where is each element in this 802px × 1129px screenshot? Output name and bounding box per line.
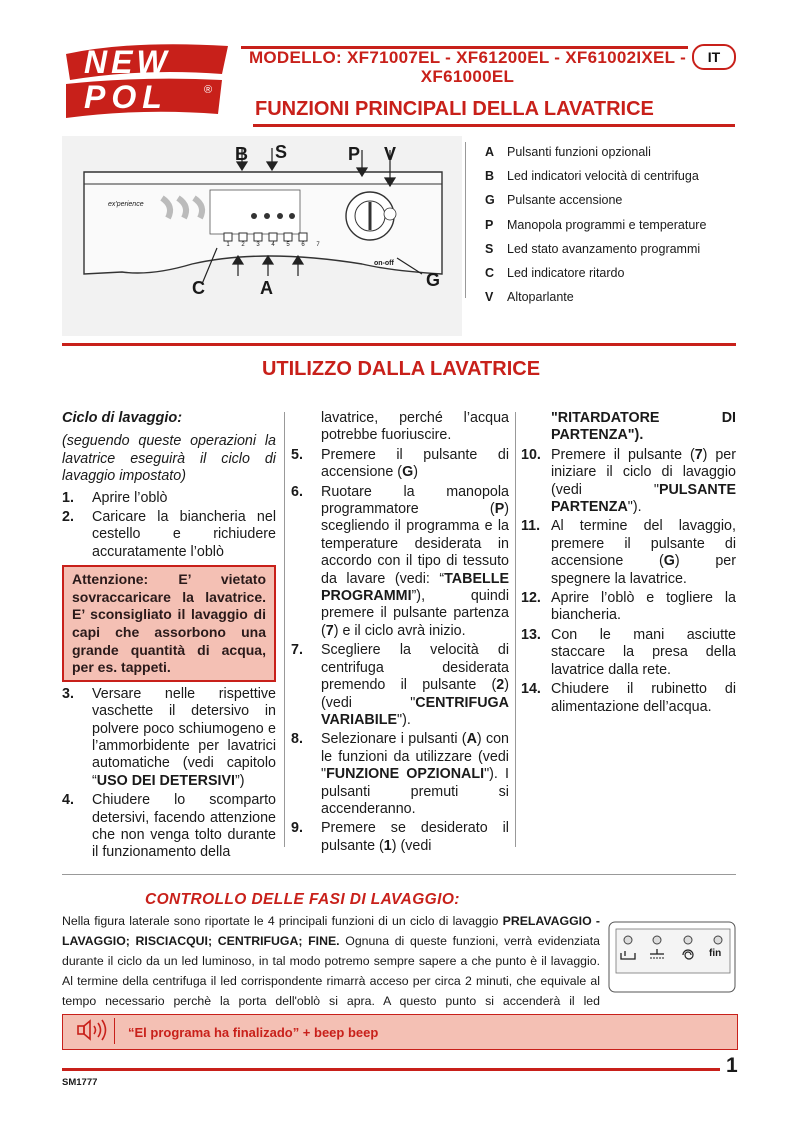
step — [62, 509, 276, 561]
step-ref: 2 — [496, 677, 505, 694]
phase-led-panel — [608, 921, 736, 993]
step — [62, 792, 276, 862]
cycle-intro: (seguendo queste operazioni la lavatrice eseguirà il ciclo di lavaggio impostato) — [62, 433, 276, 485]
step-ref: G — [402, 464, 414, 481]
step-text: Al termine del lavaggio, premere il pulsante di accensione ( — [551, 518, 736, 570]
step-number: 6. — [291, 483, 303, 500]
btn-7: 7 — [316, 242, 320, 248]
step-text: "). I pulsanti premuti si accenderanno. — [321, 766, 509, 817]
legend-text: Pulsanti funzioni opzionali — [507, 145, 651, 159]
step-number: 2. — [62, 509, 74, 526]
step-text: Premere il pulsante di accensione ( — [321, 446, 509, 481]
step-text: Versare nelle rispettive vaschette il detersivo in polvere poco schiumogeno e l’ammorbidente per lavatrici automatiche (vedi capitolo “ — [92, 685, 276, 789]
control-panel-diagram — [62, 136, 462, 336]
button-numbers — [224, 242, 322, 248]
legend-text: Led indicatori velocità di centrifuga — [507, 169, 699, 184]
step-text: ”) — [235, 772, 245, 789]
legend-text: Pulsante accensione — [507, 193, 623, 208]
step-number: 4. — [62, 792, 74, 809]
legend-row — [485, 213, 706, 237]
language-badge: IT — [692, 44, 736, 70]
legend-key: P — [485, 217, 494, 232]
note-text: “El programa ha finalizado” + beep beep — [128, 1025, 379, 1040]
legend-row — [485, 237, 706, 261]
step-number: 10. — [521, 446, 541, 463]
step-ref: 1 — [383, 837, 392, 854]
step-number: 14. — [521, 681, 541, 698]
column-divider — [284, 412, 285, 847]
btn-1: 1 — [226, 242, 230, 248]
step-text: ) scegliendo il programma e la temperature desiderata in accordo con il tipo di tessuto da lavare (vedi: “ — [321, 501, 509, 587]
step-text: ) (vedi — [391, 837, 432, 854]
legend-row — [485, 188, 706, 212]
step-number: 9. — [291, 820, 303, 837]
legend-key: G — [485, 193, 495, 208]
step — [62, 490, 276, 507]
btn-4: 4 — [271, 242, 275, 248]
step-number: 7. — [291, 642, 303, 659]
brand-line2: POL — [84, 79, 168, 115]
legend — [485, 140, 706, 309]
step-number: 3. — [62, 685, 74, 702]
step-number: 8. — [291, 731, 303, 748]
legend-key: V — [485, 290, 494, 305]
legend-key: B — [485, 169, 495, 184]
step — [291, 447, 509, 482]
step-ref: USO DEI DETERSIVI — [96, 772, 235, 789]
legend-row — [485, 140, 706, 164]
control-rule — [62, 874, 736, 875]
step-text: "RITARDATORE DI PARTENZA"). — [551, 410, 736, 444]
step-text: "). — [397, 711, 411, 728]
btn-6: 6 — [301, 242, 305, 248]
step — [62, 686, 276, 790]
label-G: G — [426, 270, 441, 290]
label-V: V — [384, 144, 397, 164]
step-ref: G — [663, 553, 675, 570]
label-B: B — [235, 144, 248, 164]
step-ref: 7 — [325, 622, 334, 639]
page-number: 1 — [726, 1054, 738, 1077]
control-text-part: Nella figura laterale sono riportate le 4 principali funzioni di un ciclo di lavaggio — [62, 914, 503, 928]
label-P: P — [348, 144, 361, 164]
step-number: 11. — [521, 518, 541, 535]
legend-row — [485, 164, 706, 188]
step-ref: P — [494, 501, 505, 518]
btn-5: 5 — [286, 242, 290, 248]
step-continuation — [291, 410, 509, 445]
step — [521, 627, 736, 679]
step-ref: A — [466, 731, 477, 748]
step-text: Ruotare la manopola programmatore ( — [321, 483, 509, 518]
step-text: Premere se desiderato il pulsante ( — [321, 820, 509, 854]
column-divider — [515, 412, 516, 847]
column-1 — [62, 410, 276, 864]
step-text: Aprire l’oblò e togliere la biancheria. — [551, 590, 736, 624]
step — [291, 731, 509, 818]
step — [521, 681, 736, 716]
control-title: CONTROLLO DELLE FASI DI LAVAGGIO: — [145, 891, 460, 908]
step-text: Chiudere lo scomparto detersivi, facendo attenzione che non venga tolto durante il funzionamento della — [92, 792, 276, 861]
step-text: Premere il pulsante ( — [551, 446, 695, 463]
label-C: C — [192, 278, 205, 298]
legend-key: A — [485, 145, 495, 159]
main-title: FUNZIONI PRINCIPALI DELLA LAVATRICE — [255, 98, 654, 120]
step — [521, 518, 736, 588]
legend-row — [485, 261, 706, 285]
step-text: ) e il ciclo avrà inizio. — [333, 622, 466, 639]
step-ref: PULSANTE PARTENZA — [551, 481, 736, 516]
legend-text: Led indicatore ritardo — [507, 266, 625, 281]
step-text: ) per iniziare il ciclo di lavaggio (vedi " — [551, 446, 737, 498]
step-number: 13. — [521, 626, 541, 643]
step-ref: CENTRIFUGA VARIABILE — [321, 694, 509, 728]
step-text: Selezionare i pulsanti ( — [321, 731, 467, 748]
label-A: A — [260, 278, 273, 298]
legend-text: Manopola programmi e temperature — [507, 217, 707, 232]
panel-brand: ex'perience — [108, 201, 144, 208]
legend-key: S — [485, 241, 494, 256]
step-text: ) con le funzioni da utilizzare (vedi " — [321, 731, 509, 783]
step-ref: TABELLE PROGRAMMI — [321, 570, 509, 605]
step — [521, 447, 736, 517]
step-text: Con le mani asciutte staccare la presa della lavatrice dalla rete. — [551, 626, 736, 678]
header-rule-bottom — [253, 124, 735, 127]
step-continuation — [521, 410, 736, 445]
onoff-label: on-off — [374, 260, 394, 267]
speaker-icon — [76, 1018, 110, 1047]
column-3 — [521, 410, 736, 718]
warning-box: Attenzione: E’ vietato sovraccaricare la lavatrice. E’ sconsigliato il lavaggio di capi che assorbono una grande quantità di acqua, per es. tappeti. — [62, 565, 276, 682]
step-text: Chiudere il rubinetto di alimentazione dell’acqua. — [551, 681, 736, 715]
model-title: MODELLO: XF71007EL - XF61200EL - XF61002IXEL - XF61000EL — [248, 48, 687, 86]
legend-divider — [465, 142, 466, 298]
step-number: 12. — [521, 590, 541, 607]
step-text: "). — [627, 499, 642, 516]
step-text: ) per spegnere la lavatrice. — [551, 553, 736, 587]
step-text: ) — [413, 464, 418, 481]
step — [291, 642, 509, 729]
legend-text: Altoparlante — [507, 290, 574, 305]
registered-mark: ® — [204, 84, 213, 96]
btn-3: 3 — [256, 242, 260, 248]
note-divider — [114, 1018, 115, 1044]
fin-label: fin — [709, 948, 722, 959]
section-title: UTILIZZO DALLA LAVATRICE — [261, 358, 541, 380]
step-number: 5. — [291, 446, 303, 463]
brand-line1: NEW — [84, 44, 171, 80]
step-ref: 7 — [694, 446, 703, 463]
step — [521, 590, 736, 625]
control-text-part: Ognuna di queste funzioni, verrà evidenziata durante il ciclo da un led luminoso, in tal modo potremo sempre sapere a che punto è il lavaggio. Al termine della centrifuga il led corrispondente rimarrà acceso per circa 2 minuti, che equivale al tempo necessario perchè la porta dell'oblò si apra. A questo punto si accenderà il led — [62, 934, 601, 1008]
document-code: SM1777 — [62, 1077, 98, 1088]
step-text: ) (vedi " — [321, 677, 509, 711]
footer-rule — [62, 1068, 720, 1071]
legend-key: C — [485, 266, 495, 281]
legend-text: Led stato avanzamento programmi — [507, 241, 701, 256]
step-text: Caricare la biancheria nel cestello e richiudere accuratamente l’oblò — [92, 509, 276, 560]
brand-logo — [62, 40, 232, 122]
label-S: S — [275, 142, 288, 162]
cycle-heading: Ciclo di lavaggio: — [62, 410, 183, 426]
control-text — [62, 911, 600, 1031]
step-ref: FUNZIONE OPZIONALI — [326, 766, 485, 783]
btn-2: 2 — [241, 242, 245, 248]
step-text: Aprire l’oblò — [92, 489, 168, 506]
step — [291, 820, 509, 855]
step-text: ”), quindi premere il pulsante partenza ( — [321, 588, 509, 639]
step-text: Scegliere la velocità di centrifuga desiderata premendo il pulsante ( — [321, 642, 509, 694]
column-2 — [291, 410, 509, 857]
section-rule — [62, 343, 736, 346]
step-number: 1. — [62, 489, 74, 506]
step-text: lavatrice, perché l’acqua potrebbe fuoriuscire. — [321, 410, 509, 444]
step — [291, 484, 509, 641]
control-phases: PRELAVAGGIO - LAVAGGIO; RISCIACQUI; CENTRIFUGA; FINE. — [62, 914, 600, 948]
legend-row — [485, 285, 706, 309]
